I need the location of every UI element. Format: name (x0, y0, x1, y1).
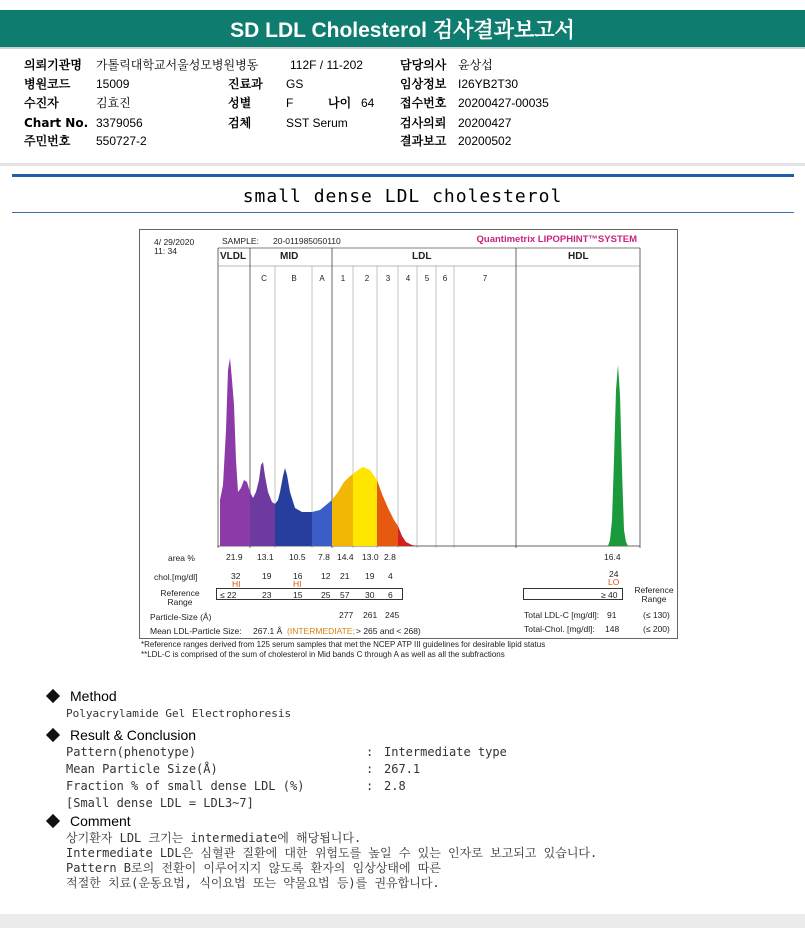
rrn-value: 550727-2 (96, 134, 147, 148)
result-section (44, 727, 666, 815)
area-1: 14.4 (337, 552, 354, 562)
report-date-value: 20200502 (458, 134, 512, 148)
report-title: SD LDL Cholesterol 검사결과보고서 (0, 10, 805, 47)
ref-label: Reference Range (160, 588, 200, 607)
band-5: 5 (424, 274, 430, 283)
lipoprint-report (139, 229, 678, 639)
area-a: 7.8 (318, 552, 330, 562)
band-c: C (261, 274, 267, 283)
bullet-diamond-icon (46, 689, 60, 703)
chol-hdl: 24 (609, 569, 619, 579)
band-7: 7 (482, 274, 488, 283)
comment-title: Comment (70, 813, 131, 829)
mean-type: (INTERMEDIATE; (287, 626, 355, 636)
mean-value: 267.1 Å (253, 626, 283, 636)
area-vldl: 21.9 (226, 552, 243, 562)
band-a: A (319, 274, 325, 283)
hospital-value: 가톨릭대학교서울성모병원병동 (96, 58, 259, 72)
divider (0, 163, 805, 166)
area-2: 13.0 (362, 552, 379, 562)
hi-flag-b: HI (293, 579, 302, 589)
band-1: 1 (340, 274, 346, 283)
doctor-label: 담당의사 (400, 58, 447, 72)
dept-value: GS (286, 77, 304, 91)
chol-b: 16 (293, 571, 303, 581)
electrophoresis-chart (140, 230, 679, 640)
group-hdl: HDL (568, 251, 589, 262)
method-section (44, 688, 291, 720)
ref-hdl: ≥ 40 (601, 590, 618, 600)
method-title: Method (70, 688, 117, 704)
total-ldl-value: 91 (607, 610, 617, 620)
mid-c-peak (250, 462, 275, 546)
result-label-3: Fraction % of small dense LDL (%) (66, 779, 305, 793)
title-divider (0, 47, 805, 49)
bullet-diamond-icon (46, 728, 60, 742)
request-value: 20200427 (458, 116, 512, 130)
result-label-2: Mean Particle Size(Å) (66, 762, 218, 776)
specimen-value: SST Serum (286, 116, 348, 130)
particle-3: 245 (385, 610, 400, 620)
ldl1-peak (332, 474, 353, 546)
ref-box-left (216, 588, 403, 600)
ref-c: 23 (262, 590, 272, 600)
lo-flag-hdl: LO (608, 577, 620, 587)
area-hdl: 16.4 (604, 552, 621, 562)
ldl3-peak (377, 480, 398, 546)
top-margin (0, 0, 805, 10)
sample-label: SAMPLE: (222, 236, 259, 246)
ref-b: 15 (293, 590, 303, 600)
dept-label: 진료과 (228, 77, 263, 91)
total-ldl-ref: (≤ 130) (643, 610, 670, 620)
chol-1: 21 (340, 571, 350, 581)
hdl-peak (608, 365, 628, 546)
band-3: 3 (385, 274, 391, 283)
result-value-1: Intermediate type (384, 745, 507, 759)
comment-line-1: 상기환자 LDL 크기는 intermediate에 해당됩니다. (66, 831, 362, 845)
hi-flag-vldl: HI (232, 579, 241, 589)
vldl-peak (220, 358, 250, 546)
ref-1: 57 (340, 590, 350, 600)
total-chol-label: Total-Chol. [mg/dl]: (524, 624, 595, 634)
band-2: 2 (364, 274, 370, 283)
group-vldl: VLDL (220, 251, 247, 262)
ref-2: 30 (365, 590, 375, 600)
clinical-value: I26YB2T30 (458, 77, 519, 91)
group-mid: MID (280, 251, 299, 262)
total-chol-ref: (≤ 200) (643, 624, 670, 634)
result-value-3: 2.8 (384, 779, 406, 793)
mid-b-peak (275, 468, 312, 546)
sex-value: F (286, 96, 294, 110)
particle-label: Particle-Size (Å) (150, 612, 212, 622)
note-1: *Reference ranges derived from 125 serum samples that met the NCEP ATP III guidelines for desirable lipid status (141, 640, 546, 649)
age-label: 나이 (328, 96, 352, 110)
mid-a-peak (312, 500, 332, 546)
ward-value: 112F / 11-202 (290, 58, 363, 72)
total-chol-value: 148 (605, 624, 620, 634)
particle-1: 277 (339, 610, 354, 620)
result-label-1: Pattern(phenotype) (66, 745, 197, 759)
chart-label: Chart No. (24, 116, 89, 130)
code-label: 병원코드 (24, 77, 71, 91)
ref-3: 6 (388, 590, 393, 600)
ref-right-label: Reference Range (634, 585, 674, 604)
mean-range: > 265 and < 268) (356, 626, 421, 636)
area-b: 10.5 (289, 552, 306, 562)
method-text: Polyacrylamide Gel Electrophoresis (66, 707, 292, 720)
area-label: area % (168, 553, 195, 563)
request-label: 검사의뢰 (400, 116, 447, 130)
receipt-value: 20200427-00035 (458, 96, 549, 110)
doctor-value: 윤상섭 (458, 58, 493, 72)
band-6: 6 (442, 274, 448, 283)
brand-logo: Quantimetrix LIPOPHINT™SYSTEM (476, 234, 637, 245)
chol-c: 19 (262, 571, 272, 581)
name-label: 수진자 (24, 96, 59, 110)
area-3: 2.8 (384, 552, 396, 562)
age-value: 64 (361, 96, 375, 110)
area-c: 13.1 (257, 552, 274, 562)
section-title: small dense LDL cholesterol (242, 186, 563, 207)
comment-section (44, 813, 597, 891)
band-4: 4 (405, 274, 411, 283)
report-date-label: 결과보고 (400, 134, 447, 148)
ldl4-peak (398, 526, 417, 546)
comment-line-3: Pattern B로의 전환이 이루어지지 않도록 환자의 임상상태에 따른 (66, 861, 441, 875)
report-time: 11: 34 (154, 246, 178, 256)
report-date: 4/ 29/2020 (154, 237, 195, 247)
chol-label: chol.[mg/dl] (154, 572, 198, 582)
mean-label: Mean LDL-Particle Size: (150, 626, 242, 636)
clinical-label: 임상정보 (400, 77, 447, 91)
rrn-label: 주민번호 (24, 134, 71, 148)
section-underline (12, 212, 794, 213)
chol-3: 4 (388, 571, 393, 581)
result-title: Result & Conclusion (70, 727, 197, 743)
band-b: B (291, 274, 297, 283)
total-ldl-label: Total LDL-C [mg/dl]: (524, 610, 600, 620)
chol-a: 12 (321, 571, 331, 581)
chol-vldl: 32 (231, 571, 241, 581)
comment-line-4: 적절한 치료(운동요법, 식이요법 또는 약물요법 등)를 권유합니다. (66, 876, 440, 890)
bullet-diamond-icon (46, 814, 60, 828)
result-note: [Small dense LDL = LDL3~7] (66, 796, 254, 810)
note-2: **LDL-C is comprised of the sum of cholesterol in Mid bands C through A as well as all the subfractions (141, 649, 505, 659)
chart-value: 3379056 (96, 116, 143, 130)
result-value-2: 267.1 (384, 762, 421, 776)
section-rule (12, 174, 794, 177)
result-colon-3: : (366, 779, 374, 793)
specimen-label: 검체 (228, 116, 252, 130)
ref-a: 25 (321, 590, 331, 600)
result-colon-2: : (366, 762, 374, 776)
report-notes (141, 640, 545, 659)
group-ldl: LDL (412, 251, 432, 262)
chol-2: 19 (365, 571, 375, 581)
particle-2: 261 (363, 610, 378, 620)
code-value: 15009 (96, 77, 130, 91)
sex-label: 성별 (228, 96, 252, 110)
name-value: 김효진 (96, 96, 131, 110)
comment-line-2: Intermediate LDL은 심혈관 질환에 대한 위험도를 높일 수 있는 인자로 보고되고 있습니다. (66, 846, 598, 860)
ldl2-peak (353, 467, 377, 546)
bottom-band (0, 914, 805, 928)
ref-vldl: ≤ 22 (220, 590, 237, 600)
hospital-label: 의뢰기관명 (24, 58, 82, 72)
sample-id: 20-011985050110 (273, 236, 341, 246)
result-colon-1: : (366, 745, 374, 759)
receipt-label: 접수번호 (400, 96, 447, 110)
